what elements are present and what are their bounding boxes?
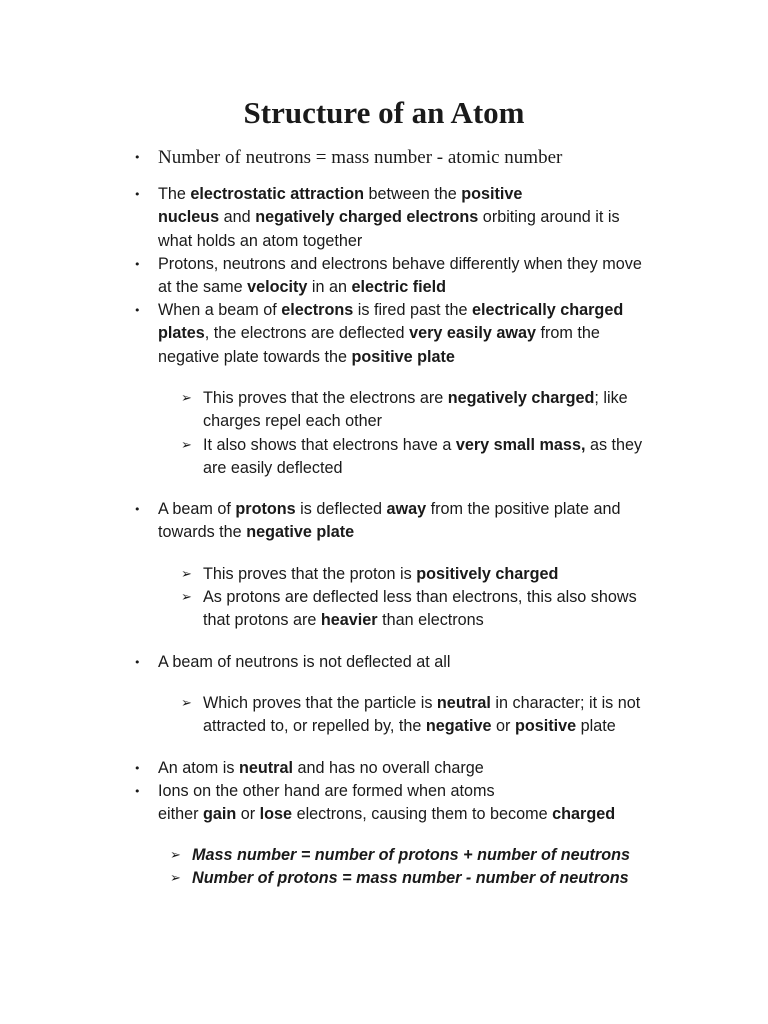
- text-line: nucleus and negatively charged electrons orbiting around it is: [158, 208, 620, 227]
- arrow-bullet-icon: ➢: [181, 391, 192, 406]
- text-line: The electrostatic attraction between the positive: [158, 185, 523, 203]
- text-line: Which proves that the particle is neutral in character; it is not: [203, 694, 641, 712]
- text-line: It also shows that electrons have a very small mass, as they: [203, 436, 643, 454]
- list-item-atom-neutral: [158, 757, 484, 780]
- formula-number-of-protons: Number of protons = mass number - number of neutrons: [192, 869, 629, 887]
- arrow-bullet-icon: ➢: [181, 590, 192, 605]
- text-line: towards the negative plate: [158, 523, 355, 542]
- arrow-bullet-icon: ➢: [170, 871, 181, 886]
- text-line: charges repel each other: [203, 412, 383, 431]
- text-line: that protons are heavier than electrons: [203, 611, 484, 630]
- text-line: This proves that the electrons are negatively charged; like: [203, 389, 628, 407]
- bullet-marker: •: [134, 656, 141, 669]
- arrow-bullet-icon: ➢: [181, 696, 192, 711]
- text-line: As protons are deflected less than electrons, this also shows: [203, 588, 637, 606]
- list-item-electron-beam: [158, 299, 623, 369]
- text-line: either gain or lose electrons, causing them to become charged: [158, 805, 616, 824]
- arrow-bullet-icon: ➢: [170, 848, 181, 863]
- text-line: attracted to, or repelled by, the negative or positive plate: [203, 717, 616, 736]
- list-item-proton-beam: [158, 498, 621, 545]
- sub-item-heavier: [203, 586, 637, 633]
- neutron-formula-line: Number of neutrons = mass number - atomic number: [158, 147, 563, 168]
- sub-item-neutral: [203, 692, 640, 739]
- text-line: An atom is neutral and has no overall charge: [158, 759, 484, 777]
- text-line: Ions on the other hand are formed when atoms: [158, 782, 495, 800]
- arrow-bullet-icon: ➢: [181, 567, 192, 582]
- sub-item-negatively-charged: [203, 387, 628, 434]
- text-line: are easily deflected: [203, 459, 343, 478]
- text-line: plates, the electrons are deflected very easily away from the: [158, 324, 600, 343]
- bullet-marker: •: [134, 785, 141, 798]
- text-line: negative plate towards the positive plate: [158, 347, 455, 366]
- bullet-marker: •: [134, 188, 141, 201]
- list-item-electrostatic-attraction: [158, 183, 620, 253]
- list-item-velocity: [158, 253, 642, 300]
- sub-item-small-mass: [203, 434, 642, 481]
- sub-item-positively-charged: [203, 563, 558, 586]
- bullet-marker: •: [134, 304, 141, 317]
- text-line: A beam of protons is deflected away from the positive plate and: [158, 500, 621, 518]
- arrow-bullet-icon: ➢: [181, 438, 192, 453]
- text-line: This proves that the proton is positively charged: [203, 565, 559, 583]
- text-line: A beam of neutrons is not deflected at all: [158, 653, 451, 671]
- text-line: at the same velocity in an electric field: [158, 278, 446, 297]
- text-line: Protons, neutrons and electrons behave differently when they move: [158, 255, 642, 273]
- bullet-marker: •: [134, 762, 141, 775]
- bullet-marker: •: [134, 151, 141, 164]
- list-item-ions: [158, 780, 615, 827]
- list-item-neutron-beam: [158, 651, 450, 674]
- bullet-marker: •: [134, 503, 141, 516]
- bullet-marker: •: [134, 258, 141, 271]
- page-title: Structure of an Atom: [243, 95, 525, 130]
- text-line: When a beam of electrons is fired past the electrically charged: [158, 301, 624, 319]
- formula-mass-number: Mass number = number of protons + number of neutrons: [192, 846, 631, 864]
- text-line: what holds an atom together: [158, 231, 363, 250]
